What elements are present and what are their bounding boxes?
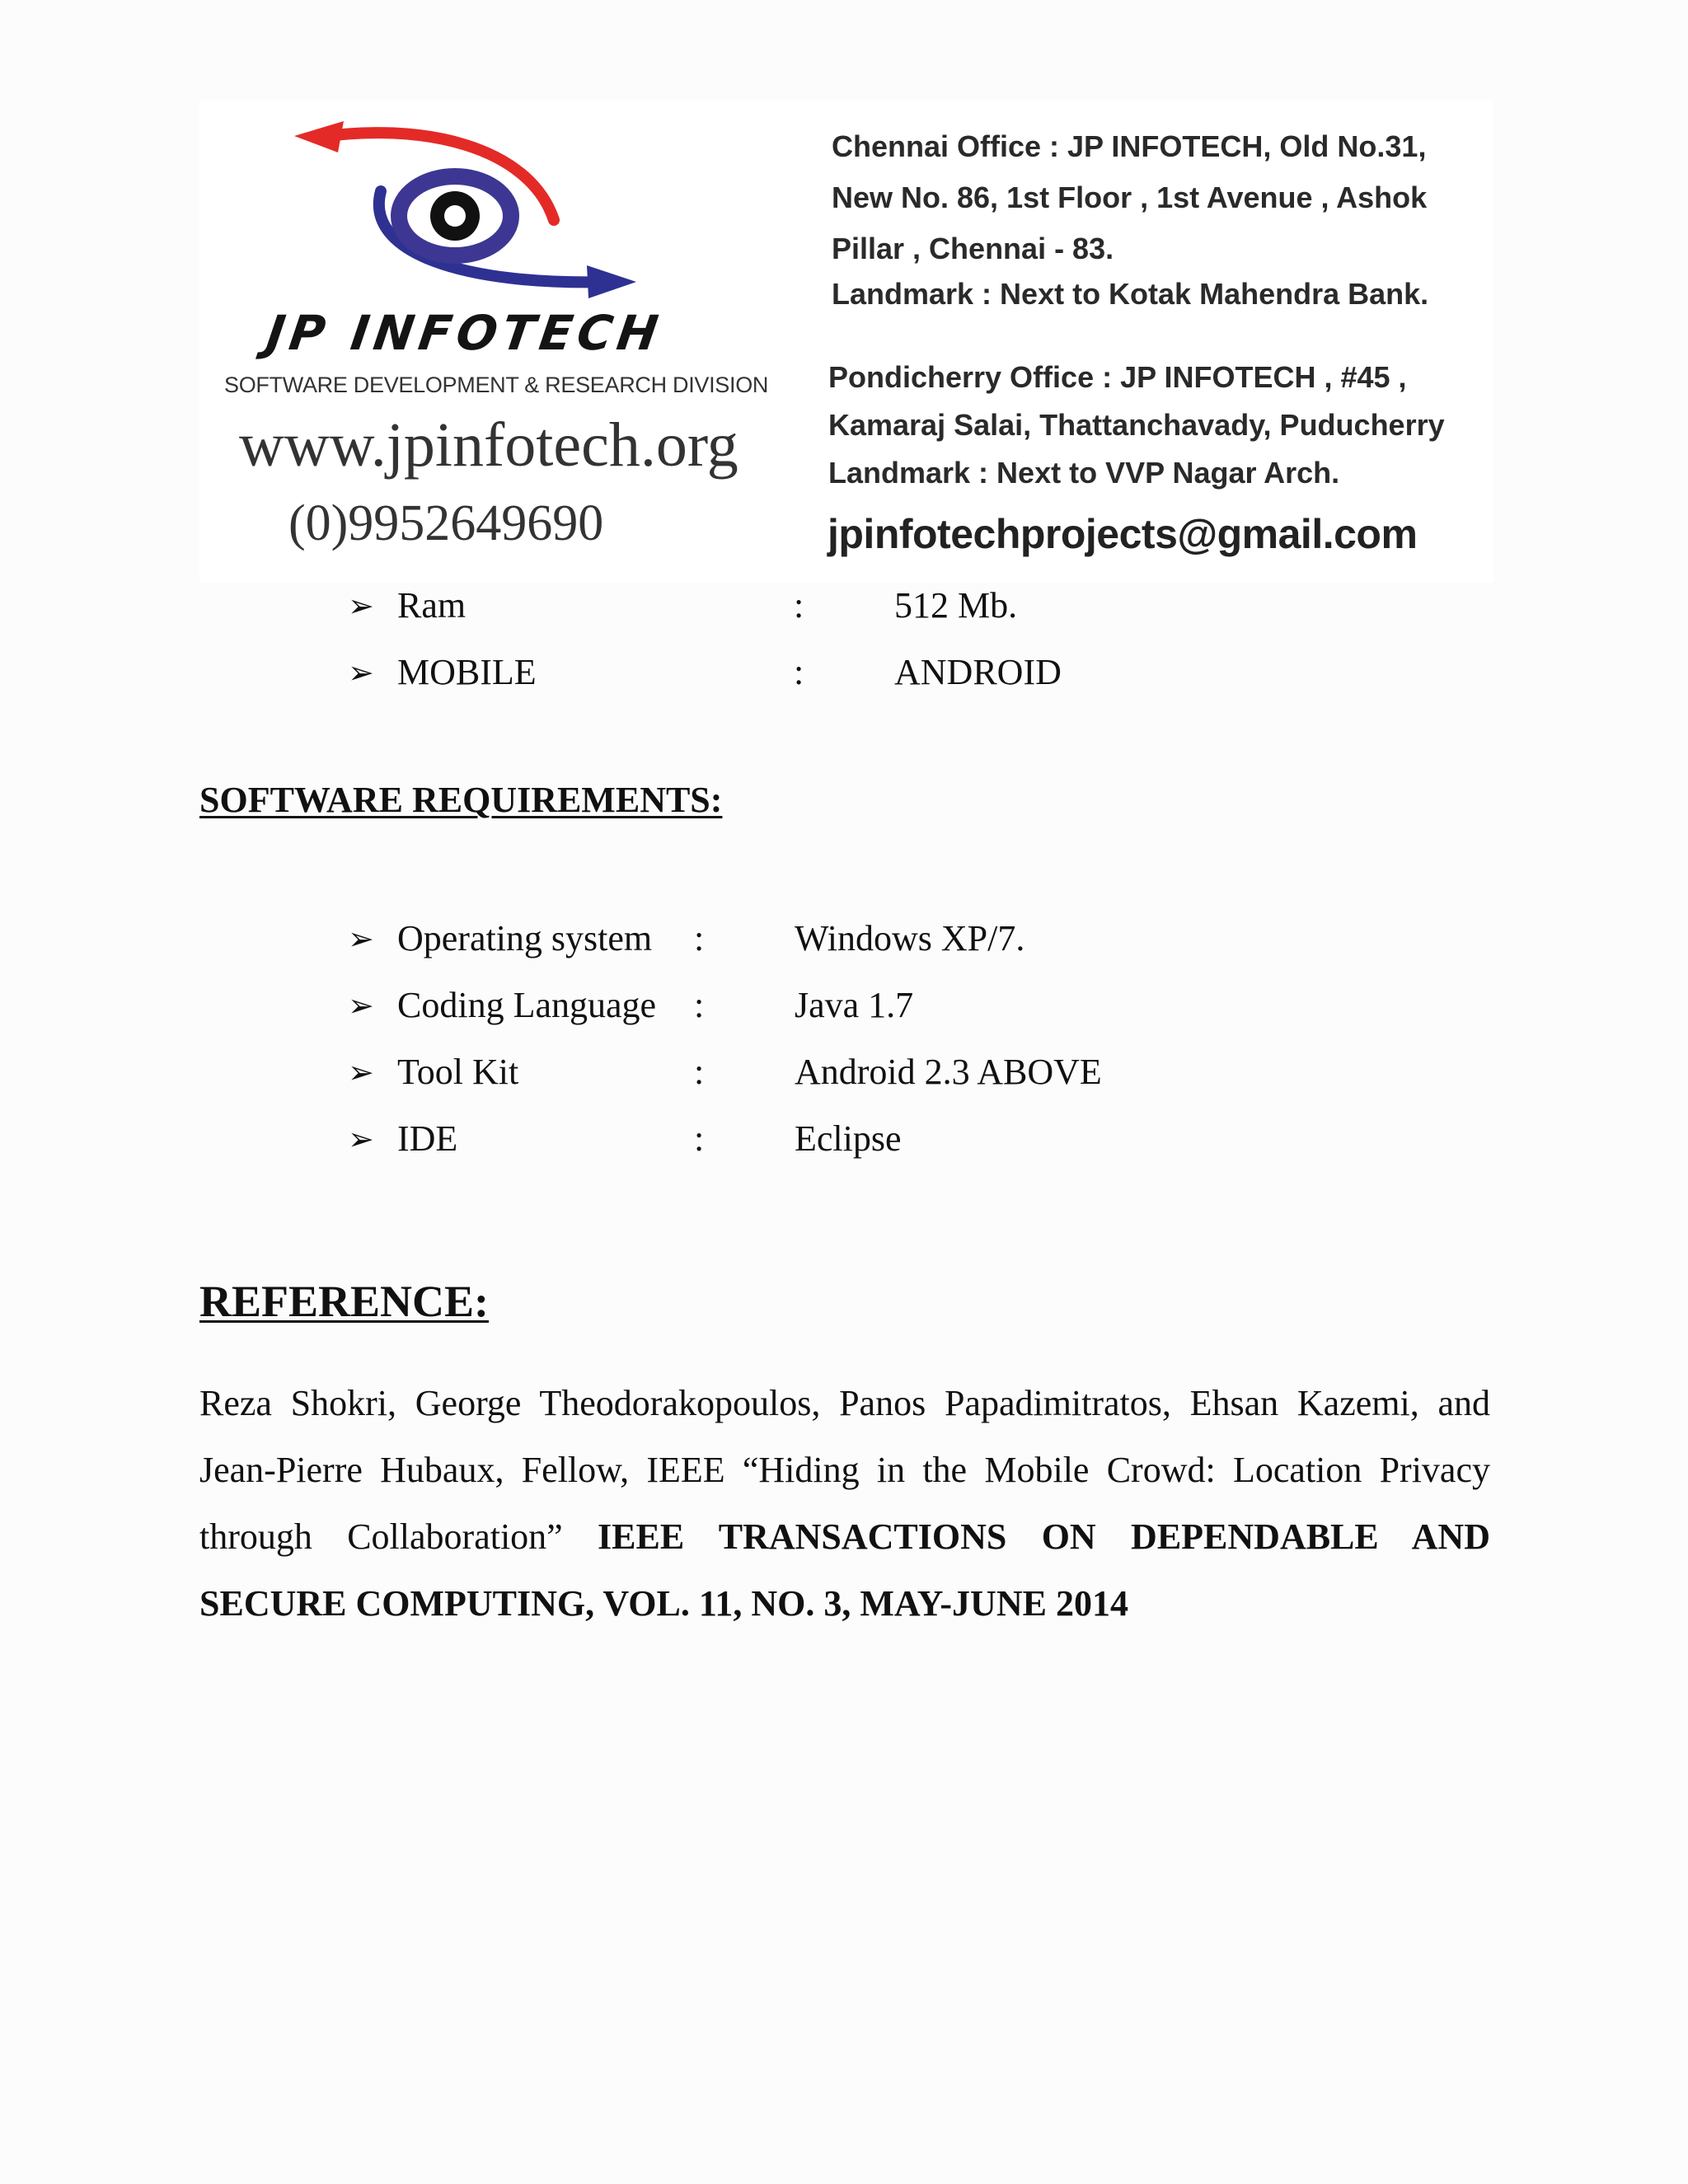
arrow-bullet-icon: ➢: [348, 588, 374, 624]
spec-value: Java 1.7: [795, 985, 914, 1025]
spec-value: Windows XP/7.: [795, 918, 1025, 958]
spec-colon: :: [694, 985, 705, 1025]
spec-colon: :: [694, 918, 705, 958]
address-line: Landmark : Next to Kotak Mahendra Bank.: [832, 277, 1429, 311]
arrow-bullet-icon: ➢: [348, 1121, 374, 1157]
brand-website: www.jpinfotech.org: [239, 410, 738, 480]
spec-label: Tool Kit: [397, 1052, 519, 1092]
spec-colon: :: [694, 1052, 705, 1092]
spec-value: Eclipse: [795, 1118, 902, 1159]
reference-heading: REFERENCE:: [199, 1277, 490, 1326]
brand-phone: (0)9952649690: [288, 495, 604, 551]
spec-label: MOBILE: [397, 652, 537, 692]
spec-colon: :: [694, 1118, 705, 1159]
spec-label: Operating system: [397, 918, 653, 958]
reference-authors-title: Reza Shokri, George Theodorakopoulos, Panos Papadimitratos, Ehsan Kazemi, and Jean-Pierre Hubaux, Fellow, IEEE “Hiding in the Mobile Crowd: Location Privacy through Collaboration”: [199, 1383, 1490, 1557]
address-line: Chennai Office : JP INFOTECH, Old No.31,: [832, 129, 1427, 163]
arrow-bullet-icon: ➢: [348, 921, 374, 957]
address-line: Pillar , Chennai - 83.: [832, 232, 1114, 265]
address-line: Kamaraj Salai, Thattanchavady, Puducherry: [828, 408, 1445, 442]
pondicherry-office-address: [828, 360, 1445, 506]
jp-infotech-logo: [282, 113, 678, 311]
spec-colon: :: [794, 585, 804, 626]
arrow-bullet-icon: ➢: [348, 1054, 374, 1090]
spec-label: Coding Language: [397, 985, 657, 1025]
spec-value: ANDROID: [894, 652, 1062, 692]
brand-tagline: SOFTWARE DEVELOPMENT & RESEARCH DIVISION: [224, 373, 769, 397]
address-line: Pondicherry Office : JP INFOTECH , #45 ,: [828, 360, 1407, 394]
spec-label: Ram: [397, 585, 467, 626]
brand-name: JP INFOTECH: [263, 305, 667, 361]
spec-colon: :: [794, 652, 804, 692]
address-line: New No. 86, 1st Floor , 1st Avenue , Ashok: [832, 180, 1428, 214]
contact-email: jpinfotechprojects@gmail.com: [828, 511, 1418, 557]
spec-value: Android 2.3 ABOVE: [795, 1052, 1102, 1092]
arrow-bullet-icon: ➢: [348, 987, 374, 1024]
reference-citation: [199, 1370, 1490, 1637]
chennai-office-address: [832, 129, 1429, 328]
spec-value: 512 Mb.: [894, 585, 1018, 626]
reference-journal: IEEE TRANSACTIONS ON DEPENDABLE AND SECURE COMPUTING, VOL. 11, NO. 3, MAY-JUNE 2014: [199, 1516, 1490, 1624]
software-requirements-heading: SOFTWARE REQUIREMENTS:: [199, 780, 723, 820]
letterhead-banner: [199, 101, 1493, 583]
spec-label: IDE: [397, 1118, 458, 1159]
arrow-bullet-icon: ➢: [348, 654, 374, 691]
address-line: Landmark : Next to VVP Nagar Arch.: [828, 456, 1340, 490]
